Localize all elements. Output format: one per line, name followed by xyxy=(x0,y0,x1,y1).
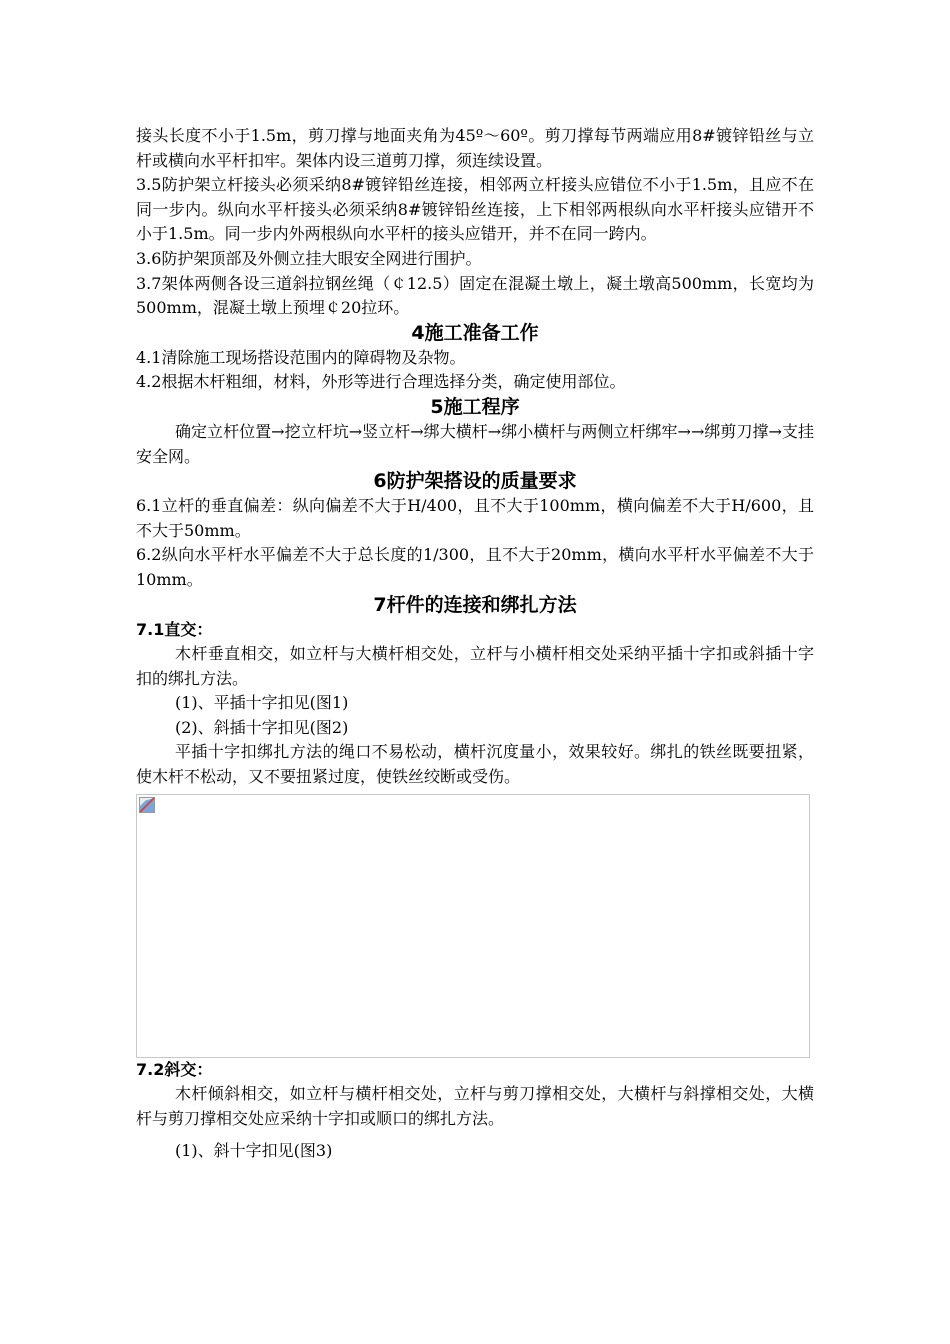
paragraph-7-1c: (2)、斜插十字扣见(图2) xyxy=(175,717,349,737)
paragraph-7-1b: (1)、平插十字扣见(图1) xyxy=(175,693,349,713)
paragraph-6-1: 6.1立杆的垂直偏差：纵向偏差不大于H/400，且不大于100mm，横向偏差不大于H/600，且不大于50mm。 xyxy=(136,496,814,540)
paragraph-7-1d: 平插十字扣绑扎方法的绳口不易松动，横杆沉度量小，效果较好。绑扎的铁丝既要扭紧，使木杆不松动，又不要扭紧过度，使铁丝绞断或受伤。 xyxy=(136,742,814,787)
subheading-7-2: 7.2斜交： xyxy=(136,1059,213,1079)
paragraph-3-5: 3.5防护架立杆接头必须采纳8#镀锌铅丝连接，相邻两立杆接头应错位不小于1.5m，且应不在同一步内。纵向水平杆接头必须采纳8#镀锌铅丝连接，上下相邻两根纵向水平杆接头应错开不小于1.5m。同一步内外两根纵向水平杆的接头应错开，并不在同一跨内。 xyxy=(136,175,814,244)
spacer xyxy=(136,1131,814,1139)
document-page xyxy=(136,124,814,1164)
paragraph-7-2a: 木杆倾斜相交，如立杆与横杆相交处，立杆与剪刀撑相交处，大横杆与斜撑相交处，大横杆与剪刀撑相交处应采纳十字扣或顺口的绑扎方法。 xyxy=(136,1084,814,1128)
paragraph-7-1a: 木杆垂直相交，如立杆与大横杆相交处，立杆与小横杆相交处采纳平插十字扣或斜插十字扣的绑扎方法。 xyxy=(136,644,814,688)
subheading-7-1: 7.1直交： xyxy=(136,619,213,639)
paragraph-6-2: 6.2纵向水平杆水平偏差不大于总长度的1/300，且不大于20mm，横向水平杆水平偏差不大于10mm。 xyxy=(136,545,814,589)
paragraph-4-2: 4.2根据木杆粗细，材料，外形等进行合理选择分类，确定使用部位。 xyxy=(136,372,626,392)
paragraph-3-7: 3.7架体两侧各设三道斜拉钢丝绳（￠12.5）固定在混凝土墩上，凝土墩高500mm，长宽均为500mm，混凝土墩上预埋￠20拉环。 xyxy=(136,273,814,318)
paragraph-4-1: 4.1清除施工现场搭设范围内的障碍物及杂物。 xyxy=(136,347,466,367)
section-heading-6: 6防护架搭设的质量要求 xyxy=(373,470,577,493)
section-heading-5: 5施工程序 xyxy=(430,395,520,418)
paragraph-5: 确定立杆位置→挖立杆坑→竖立杆→绑大横杆→绑小横杆与两侧立杆绑牢→→绑剪刀撑→支挂安全网。 xyxy=(136,421,814,466)
paragraph-3-6: 3.6防护架顶部及外侧立挂大眼安全网进行围护。 xyxy=(136,248,482,268)
section-heading-7: 7杆件的连接和绑扎方法 xyxy=(373,593,577,616)
paragraph-3-4-continued: 接头长度不小于1.5m，剪刀撑与地面夹角为45º～60º。剪刀撑每节两端应用8#镀锌铅丝与立杆或横向水平杆扣牢。架体内设三道剪刀撑，须连续设置。 xyxy=(136,126,814,170)
section-heading-4: 4施工准备工作 xyxy=(411,321,539,344)
figure-placeholder xyxy=(136,794,810,1058)
paragraph-7-2b: (1)、斜十字扣见(图3) xyxy=(175,1141,333,1161)
broken-image-icon xyxy=(139,797,155,813)
